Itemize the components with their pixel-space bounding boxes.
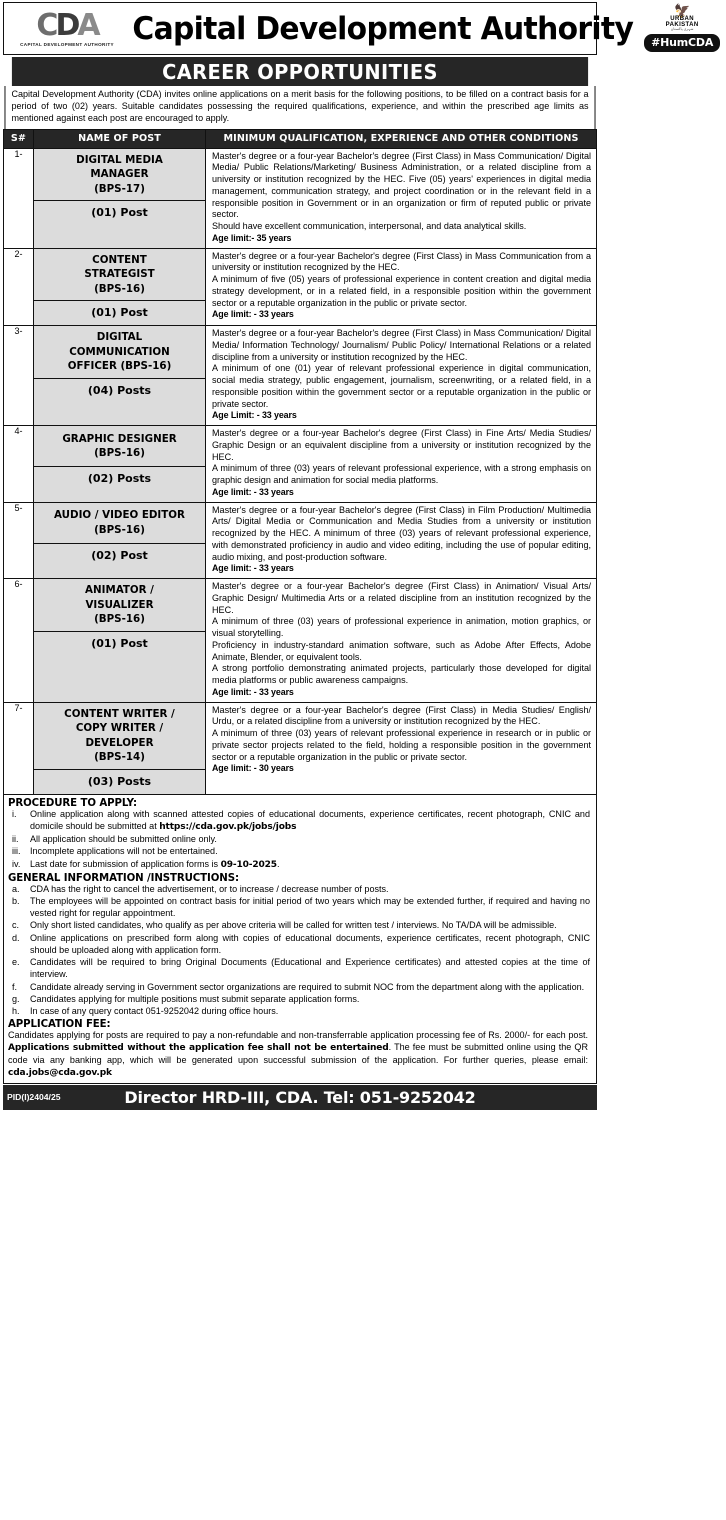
urban-pakistan-logo xyxy=(666,5,699,32)
list-item-text xyxy=(30,1006,590,1018)
list-item-text xyxy=(30,994,590,1006)
post-title: DIGITAL COMMUNICATION OFFICER (BPS-16) xyxy=(34,326,205,378)
list-item-text xyxy=(30,982,590,994)
qualification-paragraph: Master's degree or a four-year Bachelor's degree (First Class) in Fine Arts/ Media Studies/ Graphic Design or an equivalent discipline from a university or institution recognized by the HEC. xyxy=(212,428,591,462)
age-limit: Age limit: - 33 years xyxy=(212,486,294,497)
organization-title: Capital Development Authority xyxy=(132,10,634,47)
list-text-main: In case of any query contact 051-9252042 during office hours. xyxy=(30,1006,279,1017)
general-instruction-item xyxy=(8,884,590,896)
general-instruction-item xyxy=(8,920,590,932)
list-text-main: Candidates will be required to bring Original Documents (Educational and Experience certificates) and attested copies at the time of interview. xyxy=(30,957,590,980)
general-instruction-item xyxy=(8,1006,590,1018)
list-text-main: The employees will be appointed on contract basis for initial period of two years which may be extended further, if required and having no vested right for regular appointment. xyxy=(30,896,590,919)
table-header-row xyxy=(4,129,597,148)
post-title: CONTENT WRITER / COPY WRITER / DEVELOPER (BPS-14) xyxy=(34,703,205,769)
list-text-emphasis: 09-10-2025 xyxy=(220,859,277,870)
list-item-text xyxy=(30,896,590,920)
list-item-text xyxy=(30,846,590,858)
list-marker: d. xyxy=(12,932,20,943)
post-name-cell xyxy=(34,248,206,326)
list-text-tail: . xyxy=(276,858,280,869)
general-instruction-item xyxy=(8,957,590,981)
fee-text-emphasis: Applications submitted without the application fee shall not be entertained xyxy=(8,1043,389,1054)
post-count: (01) Post xyxy=(34,200,205,225)
list-marker: ii. xyxy=(12,834,19,845)
qualification-paragraph: A strong portfolio demonstrating animated projects, particularly those developed for digital media platforms or public awareness campaigns. xyxy=(212,663,591,686)
procedure-list xyxy=(8,809,590,872)
qualification-cell xyxy=(206,426,597,503)
post-name-cell xyxy=(34,326,206,426)
cda-logo-acronym: CDA xyxy=(36,7,98,43)
list-text-emphasis: https://cda.gov.pk/jobs/jobs xyxy=(159,821,297,832)
qualification-paragraph: Master's degree or a four-year Bachelor's degree (First Class) in Animation/ Visual Arts/ Graphic Design/ Multimedia Arts or a related discipline from an institution recognized by the HEC. xyxy=(212,581,591,615)
fee-paragraph xyxy=(8,1030,590,1080)
row-serial-number: 7- xyxy=(4,702,34,794)
intro-paragraph: Capital Development Authority (CDA) invites online applications on a merit basis for the following positions, to be filled on a contract basis for a period of two (02) years. Suitable candidates possessing the required qualifications, experience, and within the prescribed age limits as mentioned against each post are encouraged to apply. xyxy=(4,86,595,129)
cda-logo xyxy=(4,7,122,47)
table-row xyxy=(4,502,597,579)
post-name-cell xyxy=(34,579,206,703)
post-title: DIGITAL MEDIA MANAGER (BPS-17) xyxy=(34,149,205,201)
director-line: Director HRD-III, CDA. Tel: 051-9252042 xyxy=(124,1087,476,1107)
list-text-main: Online application along with scanned attested copies of educational documents, experience certificates, recent photograph, CNIC and domicile should be submitted at xyxy=(30,808,590,831)
row-serial-number: 4- xyxy=(4,426,34,503)
list-text-main: Only short listed candidates, who qualify as per above criteria will be called for written test / interviews. No TA/DA will be admissible. xyxy=(30,920,557,931)
qualification-paragraph: Master's degree or a four-year Bachelor's degree (First Class) in Mass Communication/ Digital Media/ Public Relations/Marketing/ Business Administration, or a related discipline from a university or institution recognized by the HEC. Five (05) years' experiences in digital media management, communication strategy, and project coordination or in the relevant field in a responsible position in Government or in an organization or firm of reputed public or private sector. xyxy=(212,150,591,220)
list-text-main: All application should be submitted online only. xyxy=(30,834,217,845)
pid-number: PID(I)2404/25 xyxy=(7,1092,61,1103)
post-title: AUDIO / VIDEO EDITOR (BPS-16) xyxy=(34,503,205,543)
list-item-text xyxy=(30,884,590,896)
career-opportunities-banner: CAREER OPPORTUNITIES xyxy=(12,57,588,86)
post-title: ANIMATOR / VISUALIZER (BPS-16) xyxy=(34,579,205,631)
procedure-item xyxy=(8,834,590,846)
procedure-item xyxy=(8,846,590,858)
list-item-text xyxy=(30,933,590,957)
general-instruction-item xyxy=(8,982,590,994)
row-serial-number: 2- xyxy=(4,248,34,326)
list-marker: iv. xyxy=(12,858,21,869)
list-marker: i. xyxy=(12,808,17,819)
qualification-paragraph: A minimum of three (03) years of professional experience in animation, motion graphics, or visual storytelling. xyxy=(212,616,591,639)
qualification-paragraph: Master's degree or a four-year Bachelor's degree (First Class) in Media Studies/ English/ Urdu, or a related discipline from a university or institution recognized by the HEC. xyxy=(212,704,591,727)
table-row xyxy=(4,579,597,703)
fee-text-part2: . The fee must be submitted online using the QR code via any banking app, which will be generated upon successful submission of the application. For further queries, please email: xyxy=(8,1042,588,1066)
urban-label-line2: PAKISTAN xyxy=(665,22,699,29)
post-name-cell xyxy=(34,148,206,248)
qualification-paragraph: A minimum of three (03) years of relevant professional experience in research or in public or private sector projects related to the field, holding a responsible position in the government sector or a reputable organization in the public or private sector. xyxy=(212,728,591,762)
qualification-paragraph: Master's degree or a four-year Bachelor's degree (First Class) in Mass Communication/ Digital Media/ Information Technology/ Journalism/ Public Policy/ International Relations or a related discipline from a university or institution recognized by the HEC. xyxy=(212,328,591,362)
age-limit: Age limit: - 33 years xyxy=(212,686,294,697)
table-row xyxy=(4,326,597,426)
table-row xyxy=(4,148,597,248)
fee-text-part1: Candidates applying for posts are required to pay a non-refundable and non-transferrable application processing fee of Rs. 2000/- for each post. xyxy=(8,1030,588,1041)
list-text-main: Candidates applying for multiple positions must submit separate application forms. xyxy=(30,993,360,1004)
procedure-item xyxy=(8,859,590,872)
col-header-post-name: NAME OF POST xyxy=(34,129,206,148)
general-instructions-list xyxy=(8,884,590,1018)
qualification-cell xyxy=(206,148,597,248)
age-limit: Age limit:- 35 years xyxy=(212,232,292,243)
urban-label-line1: URBAN xyxy=(670,16,694,23)
post-count: (03) Posts xyxy=(34,769,205,794)
hashtag-badge: #HumCDA xyxy=(644,34,720,52)
qualification-cell xyxy=(206,502,597,579)
post-count: (02) Posts xyxy=(34,466,205,491)
age-limit: Age limit: - 33 years xyxy=(212,309,294,320)
qualification-cell xyxy=(206,579,597,703)
qualification-cell xyxy=(206,326,597,426)
post-count: (01) Post xyxy=(34,631,205,656)
qualification-paragraph: A minimum of one (01) year of relevant professional experience in digital communication, social media strategy, public engagement, journalism, screenwriting, or a related field, in a responsible position within the government sector or a reputable organization in the public or private sector. xyxy=(212,363,591,409)
post-title: CONTENT STRATEGIST (BPS-16) xyxy=(34,249,205,301)
post-count: (02) Post xyxy=(34,543,205,568)
list-item-text xyxy=(30,859,590,872)
row-serial-number: 3- xyxy=(4,326,34,426)
qualification-cell xyxy=(206,248,597,326)
lower-sections xyxy=(3,795,597,1084)
list-item-text xyxy=(30,957,590,981)
badge-block xyxy=(644,5,726,52)
list-marker: a. xyxy=(12,883,20,894)
post-name-cell xyxy=(34,502,206,579)
list-text-main: CDA has the right to cancel the advertisement, or to increase / decrease number of posts. xyxy=(30,883,389,894)
row-serial-number: 5- xyxy=(4,502,34,579)
qualification-paragraph: Master's degree or a four-year Bachelor's degree (First Class) in Film Production/ Multimedia Arts/ Digital Media or Communication and Media Studies from a university or institution recognized by the HEC. A minimum of three (03) years of relevant professional experience, with demonstrated proficiency in audio and video editing, including the use of popular editing, audio mixing, and post-production software. xyxy=(212,504,591,562)
table-row xyxy=(4,426,597,503)
procedure-heading: PROCEDURE TO APPLY: xyxy=(8,797,138,809)
list-marker: iii. xyxy=(12,846,21,857)
qualification-paragraph: Proficiency in industry-standard animation software, such as Adobe After Effects, Adobe Animate, Blender, or equivalent tools. xyxy=(212,639,591,662)
post-count: (04) Posts xyxy=(34,378,205,403)
list-item-text xyxy=(30,809,590,834)
list-marker: h. xyxy=(12,1006,20,1017)
list-item-text xyxy=(30,920,590,932)
masthead xyxy=(3,2,714,55)
post-title: GRAPHIC DESIGNER (BPS-16) xyxy=(34,426,205,466)
table-row xyxy=(4,702,597,794)
col-header-qualification: MINIMUM QUALIFICATION, EXPERIENCE AND OTHER CONDITIONS xyxy=(206,129,597,148)
qualification-paragraph: Should have excellent communication, interpersonal, and data analytical skills. xyxy=(212,221,527,232)
table-row xyxy=(4,248,597,326)
general-heading: GENERAL INFORMATION /INSTRUCTIONS: xyxy=(8,872,239,884)
cda-logo-caption: CAPITAL DEVELOPMENT AUTHORITY xyxy=(20,41,114,47)
age-limit: Age limit: - 30 years xyxy=(212,763,294,774)
fee-heading: APPLICATION FEE: xyxy=(8,1019,111,1031)
general-instruction-item xyxy=(8,994,590,1006)
list-marker: b. xyxy=(12,896,20,907)
general-instruction-item xyxy=(8,933,590,957)
footer-bar xyxy=(3,1085,597,1110)
col-header-serial: S# xyxy=(4,129,34,148)
qualification-paragraph: Master's degree or a four-year Bachelor's degree (First Class) in Mass Communication from a university or institution recognized by the HEC. xyxy=(212,250,591,273)
qualification-paragraph: A minimum of five (05) years of professional experience in content creation and digital media strategy development, or in a related field, in a responsible position within the government sector or a reputable organization in the public or private sector. xyxy=(212,274,591,308)
list-marker: g. xyxy=(12,993,20,1004)
list-marker: e. xyxy=(12,957,20,968)
post-name-cell xyxy=(34,702,206,794)
list-marker: f. xyxy=(12,981,18,992)
list-marker: c. xyxy=(12,920,20,931)
fee-email: cda.jobs@cda.gov.pk xyxy=(8,1067,112,1078)
list-text-main: Incomplete applications will not be entertained. xyxy=(30,846,218,857)
post-count: (01) Post xyxy=(34,300,205,325)
row-serial-number: 6- xyxy=(4,579,34,703)
post-name-cell xyxy=(34,426,206,503)
row-serial-number: 1- xyxy=(4,148,34,248)
urban-label-urdu: شہری پاکستان xyxy=(670,27,694,32)
posts-table xyxy=(3,129,597,795)
list-text-main: Online applications on prescribed form along with copies of educational documents, experience certificates, recent photograph, CNIC should be uploaded along with application form. xyxy=(30,932,590,955)
eagle-icon: 🦅 xyxy=(674,3,691,19)
list-text-main: Candidate already serving in Government sector organizations are required to submit NOC from the department along with the application. xyxy=(30,981,585,992)
general-instruction-item xyxy=(8,896,590,920)
procedure-item xyxy=(8,809,590,834)
age-limit: Age Limit: - 33 years xyxy=(212,410,297,421)
qualification-cell xyxy=(206,702,597,794)
list-item-text xyxy=(30,834,590,846)
age-limit: Age limit: - 33 years xyxy=(212,563,294,574)
qualification-paragraph: A minimum of three (03) years of relevant professional experience, with a strong emphasis on graphic design and animation for social media platforms. xyxy=(212,463,591,486)
list-text-main: Last date for submission of application forms is xyxy=(30,858,221,869)
